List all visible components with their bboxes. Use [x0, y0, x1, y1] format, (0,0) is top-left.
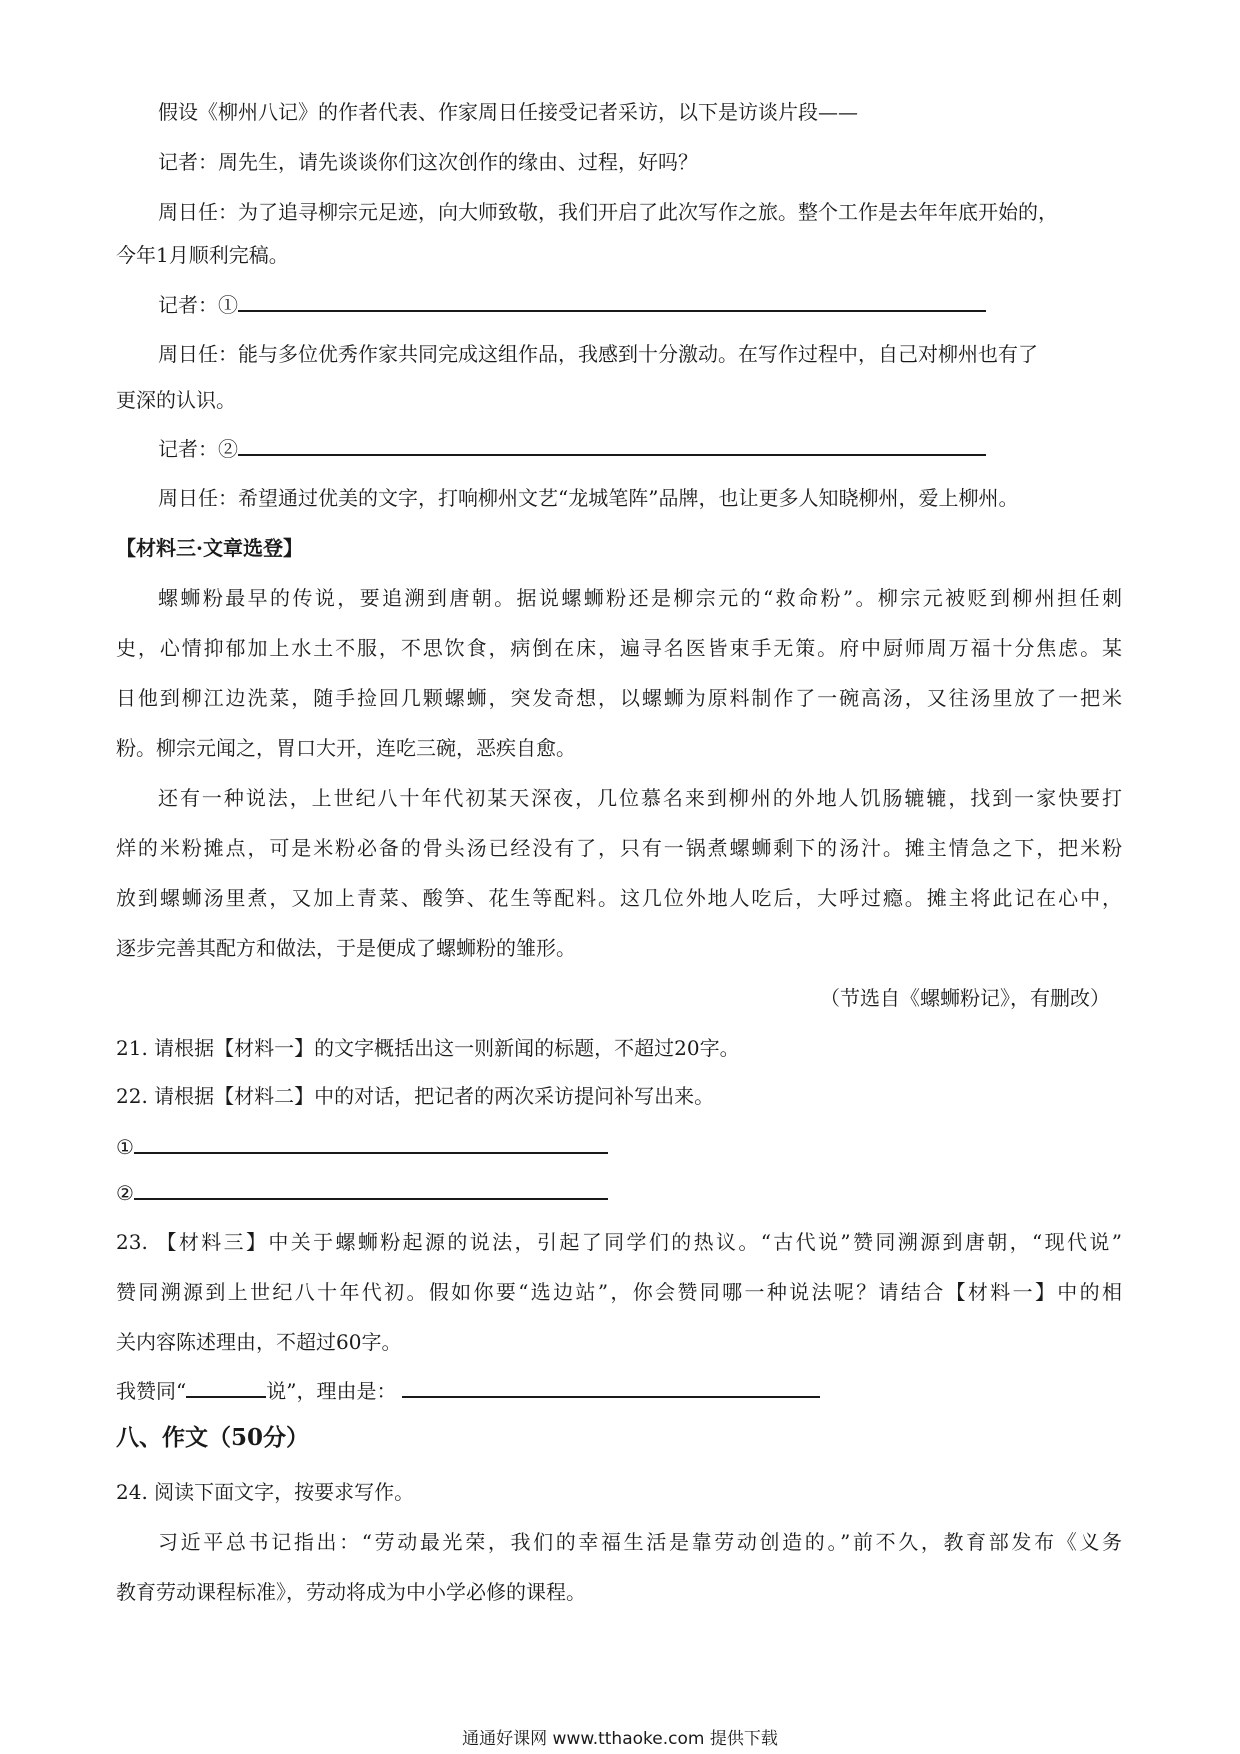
reporter-question-1 — [158, 290, 986, 319]
question-23-choice-blank[interactable] — [186, 1376, 266, 1398]
section-8-heading: 八、作文（50分） — [116, 1424, 310, 1451]
material-3-p1-line-1: 螺蛳粉最早的传说，要追溯到唐朝。据说螺蛳粉还是柳宗元的“救命粉”。柳宗元被贬到柳州担任刺 — [158, 586, 1122, 610]
question-22-answer-1-blank[interactable] — [134, 1132, 608, 1154]
reporter-question-1-blank[interactable] — [238, 290, 986, 312]
material-3-p2-line-1: 还有一种说法，上世纪八十年代初某天深夜，几位慕名来到柳州的外地人饥肠辘辘，找到一家快要打 — [158, 786, 1122, 810]
material-3-title: 【材料三·文章选登】 — [116, 536, 303, 560]
zhou-answer-3: 周日任：希望通过优美的文字，打响柳州文艺“龙城笔阵”品牌，也让更多人知晓柳州，爱上柳州。 — [158, 486, 1019, 510]
zhou-answer-2-line-1: 周日任：能与多位优秀作家共同完成这组作品，我感到十分激动。在写作过程中，自己对柳州也有了 — [158, 342, 1038, 366]
interview-intro: 假设《柳州八记》的作者代表、作家周日任接受记者采访，以下是访谈片段—— — [158, 100, 858, 124]
material-3-p1-line-4: 粉。柳宗元闻之，胃口大开，连吃三碗，恶疾自愈。 — [116, 736, 576, 760]
material-3-p2-line-4: 逐步完善其配方和做法，于是便成了螺蛳粉的雏形。 — [116, 936, 576, 960]
question-23-reason-blank[interactable] — [402, 1376, 820, 1398]
question-22-answer-2-blank[interactable] — [134, 1178, 608, 1200]
zhou-answer-1-line-2: 今年1月顺利完稿。 — [116, 243, 289, 267]
section-8-paragraph-line-1: 习近平总书记指出：“劳动最光荣，我们的幸福生活是靠劳动创造的。”前不久，教育部发布《义务 — [158, 1530, 1122, 1554]
question-21: 21. 请根据【材料一】的文字概括出这一则新闻的标题，不超过20字。 — [116, 1036, 740, 1060]
question-22: 22. 请根据【材料二】中的对话，把记者的两次采访提问补写出来。 — [116, 1084, 715, 1108]
material-3-source: （节选自《螺蛳粉记》，有删改） — [820, 986, 1110, 1010]
section-8-paragraph-line-2: 教育劳动课程标准》，劳动将成为中小学必修的课程。 — [116, 1580, 586, 1604]
question-22-answer-1-label: ① — [116, 1135, 134, 1159]
material-3-p1-line-3: 日他到柳江边洗菜，随手捡回几颗螺蛳，突发奇想，以螺蛳为原料制作了一碗高汤，又往汤里放了一把米 — [116, 686, 1122, 710]
reporter-question-1-label: 记者：① — [158, 293, 238, 317]
reporter-question-2 — [158, 434, 986, 463]
question-22-answer-2-label: ② — [116, 1181, 134, 1205]
question-23-line-3: 关内容陈述理由，不超过60字。 — [116, 1330, 402, 1354]
page-footer: 通通好课网 www.tthaoke.com 提供下载 — [462, 1729, 778, 1749]
zhou-answer-1-line-1: 周日任：为了追寻柳宗元足迹，向大师致敬，我们开启了此次写作之旅。整个工作是去年年底开始的， — [158, 200, 1058, 224]
question-22-answer-2 — [116, 1178, 608, 1207]
material-3-p1-line-2: 史，心情抑郁加上水土不服，不思饮食，病倒在床，遍寻名医皆束手无策。府中厨师周万福十分焦虑。某 — [116, 636, 1122, 660]
reporter-question-2-blank[interactable] — [238, 434, 986, 456]
question-24: 24. 阅读下面文字，按要求写作。 — [116, 1480, 415, 1504]
material-3-p2-line-2: 烊的米粉摊点，可是米粉必备的骨头汤已经没有了，只有一锅煮螺蛳剩下的汤汁。摊主情急之下，把米粉 — [116, 836, 1122, 860]
question-23-answer-prefix: 我赞同“ — [116, 1379, 187, 1403]
zhou-answer-2-line-2: 更深的认识。 — [116, 388, 236, 412]
question-23-answer — [116, 1376, 820, 1405]
question-23-line-2: 赞同溯源到上世纪八十年代初。假如你要“选边站”，你会赞同哪一种说法呢？请结合【材料一】中的相 — [116, 1280, 1122, 1304]
question-23-line-1: 23. 【材料三】中关于螺蛳粉起源的说法，引起了同学们的热议。“古代说”赞同溯源到唐朝，“现代说” — [116, 1230, 1122, 1254]
question-22-answer-1 — [116, 1132, 608, 1161]
reporter-question-0: 记者：周先生，请先谈谈你们这次创作的缘由、过程，好吗？ — [158, 150, 698, 174]
question-23-answer-mid: 说”，理由是： — [266, 1379, 397, 1403]
reporter-question-2-label: 记者：② — [158, 437, 238, 461]
material-3-p2-line-3: 放到螺蛳汤里煮，又加上青菜、酸笋、花生等配料。这几位外地人吃后，大呼过瘾。摊主将此记在心中， — [116, 886, 1122, 910]
